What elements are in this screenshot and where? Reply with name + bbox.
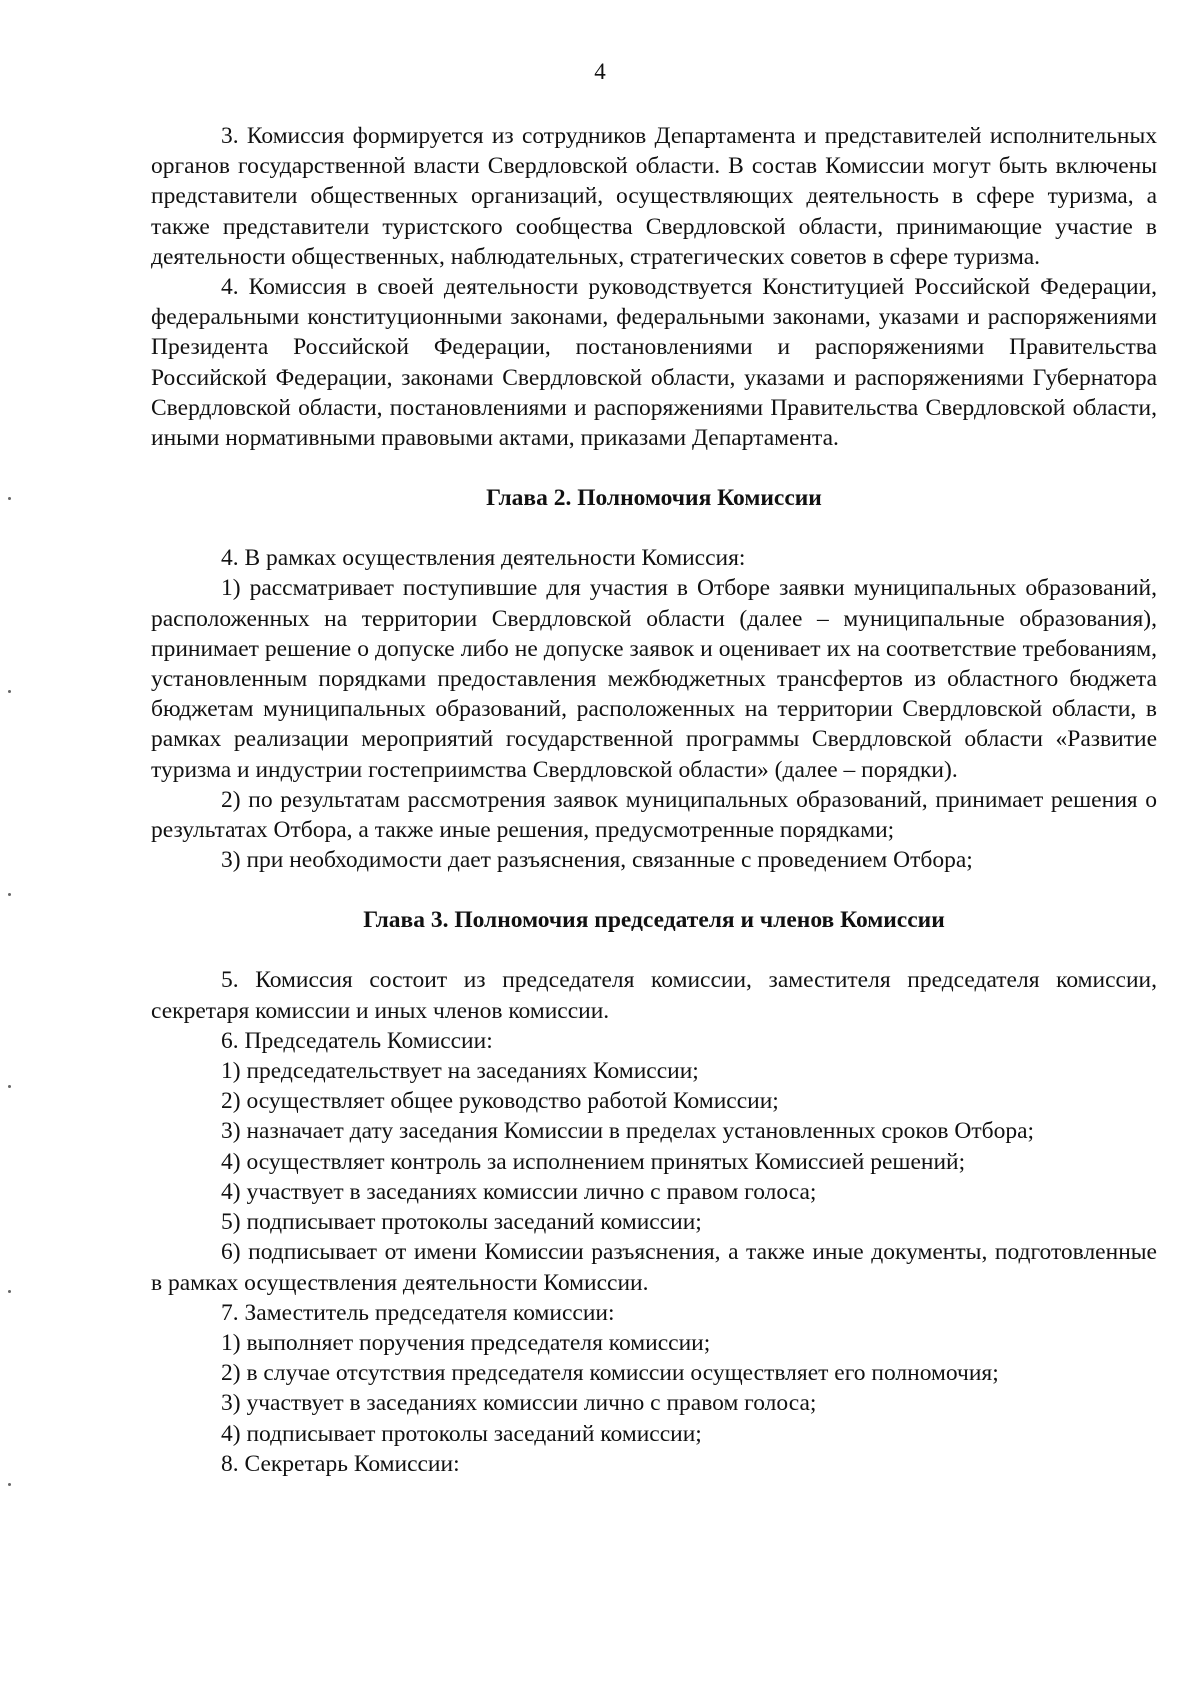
deputy-duty-3: 3) участвует в заседаниях комиссии лично с правом голоса; bbox=[221, 1390, 817, 1417]
paragraph-8: 8. Секретарь Комиссии: bbox=[221, 1450, 460, 1477]
chair-duty-5: 5) подписывает протоколы заседаний комиссии; bbox=[221, 1209, 702, 1236]
deputy-duty-1: 1) выполняет поручения председателя комиссии; bbox=[221, 1329, 711, 1356]
paragraph-4-intro: 4. В рамках осуществления деятельности Комиссия: bbox=[221, 545, 746, 572]
chapter-3-heading: Глава 3. Полномочия председателя и членов Комиссии bbox=[363, 907, 945, 934]
deputy-duty-4: 4) подписывает протоколы заседаний комиссии; bbox=[221, 1420, 702, 1447]
list-item-3: 3) при необходимости дает разъяснения, связанные с проведением Отбора; bbox=[221, 847, 973, 874]
page-number: 4 bbox=[594, 59, 606, 84]
paragraph-5: 5. Комиссия состоит из председателя комиссии, заместителя председателя комиссии, секретаря комиссии и иных членов комиссии. bbox=[151, 967, 1157, 1024]
deputy-duty-2: 2) в случае отсутствия председателя комиссии осуществляет его полномочия; bbox=[221, 1360, 999, 1387]
paragraph-6: 6. Председатель Комиссии: bbox=[221, 1027, 493, 1054]
chair-duty-4b: 4) участвует в заседаниях комиссии лично с правом голоса; bbox=[221, 1178, 817, 1205]
list-item-2: 2) по результатам рассмотрения заявок муниципальных образований, принимает решения о результатах Отбора, а также иные решения, предусмотренные порядками; bbox=[151, 786, 1157, 844]
paragraph-3: 3. Комиссия формируется из сотрудников Департамента и представителей исполнительных органов государственной власти Свердловской области. В состав Комиссии могут быть включены представители общественных организаций, осуществляющих деятельность в сфере туризма, а также представители туристского сообщества Свердловской области, принимающие участие в деятельности общественных, наблюдательных, стратегических советов в сфере туризма. bbox=[151, 123, 1157, 270]
chair-duty-2: 2) осуществляет общее руководство работой Комиссии; bbox=[221, 1088, 779, 1115]
chair-duty-3: 3) назначает дату заседания Комиссии в пределах установленных сроков Отбора; bbox=[221, 1118, 1035, 1145]
list-item-1: 1) рассматривает поступившие для участия в Отборе заявки муниципальных образований, расположенных на территории Свердловской области (далее – муниципальные образования), принимает решение о допуске либо не допуске заявок и оценивает их на соответствие требованиям, установленным порядками предоставления межбюджетных трансфертов из областного бюджета бюджетам муниципальных образований, расположенных на территории Свердловской области, в рамках реализации мероприятий государственной программы Свердловской области «Развитие туризма и индустрии гостеприимства Свердловской области» (далее – порядки). bbox=[151, 575, 1157, 783]
chair-duty-4a: 4) осуществляет контроль за исполнением принятых Комиссией решений; bbox=[221, 1148, 966, 1175]
chapter-2-heading: Глава 2. Полномочия Комиссии bbox=[486, 485, 822, 512]
chair-duty-6: 6) подписывает от имени Комиссии разъяснения, а также иные документы, подготовленные в рамках осуществления деятельности Комиссии. bbox=[151, 1239, 1157, 1296]
paragraph-4: 4. Комиссия в своей деятельности руководствуется Конституцией Российской Федерации, федеральными конституционными законами, федеральными законами, указами и распоряжениями Президента Российской Федерации, постановлениями и распоряжениями Правительства Российской Федерации, законами Свердловской области, указами и распоряжениями Губернатора Свердловской области, постановлениями и распоряжениями Правительства Свердловской области, иными нормативными правовыми актами, приказами Департамента. bbox=[151, 274, 1157, 452]
document-body bbox=[151, 121, 1157, 1479]
chair-duty-1: 1) председательствует на заседаниях Комиссии; bbox=[221, 1058, 699, 1085]
paragraph-7: 7. Заместитель председателя комиссии: bbox=[221, 1299, 615, 1326]
